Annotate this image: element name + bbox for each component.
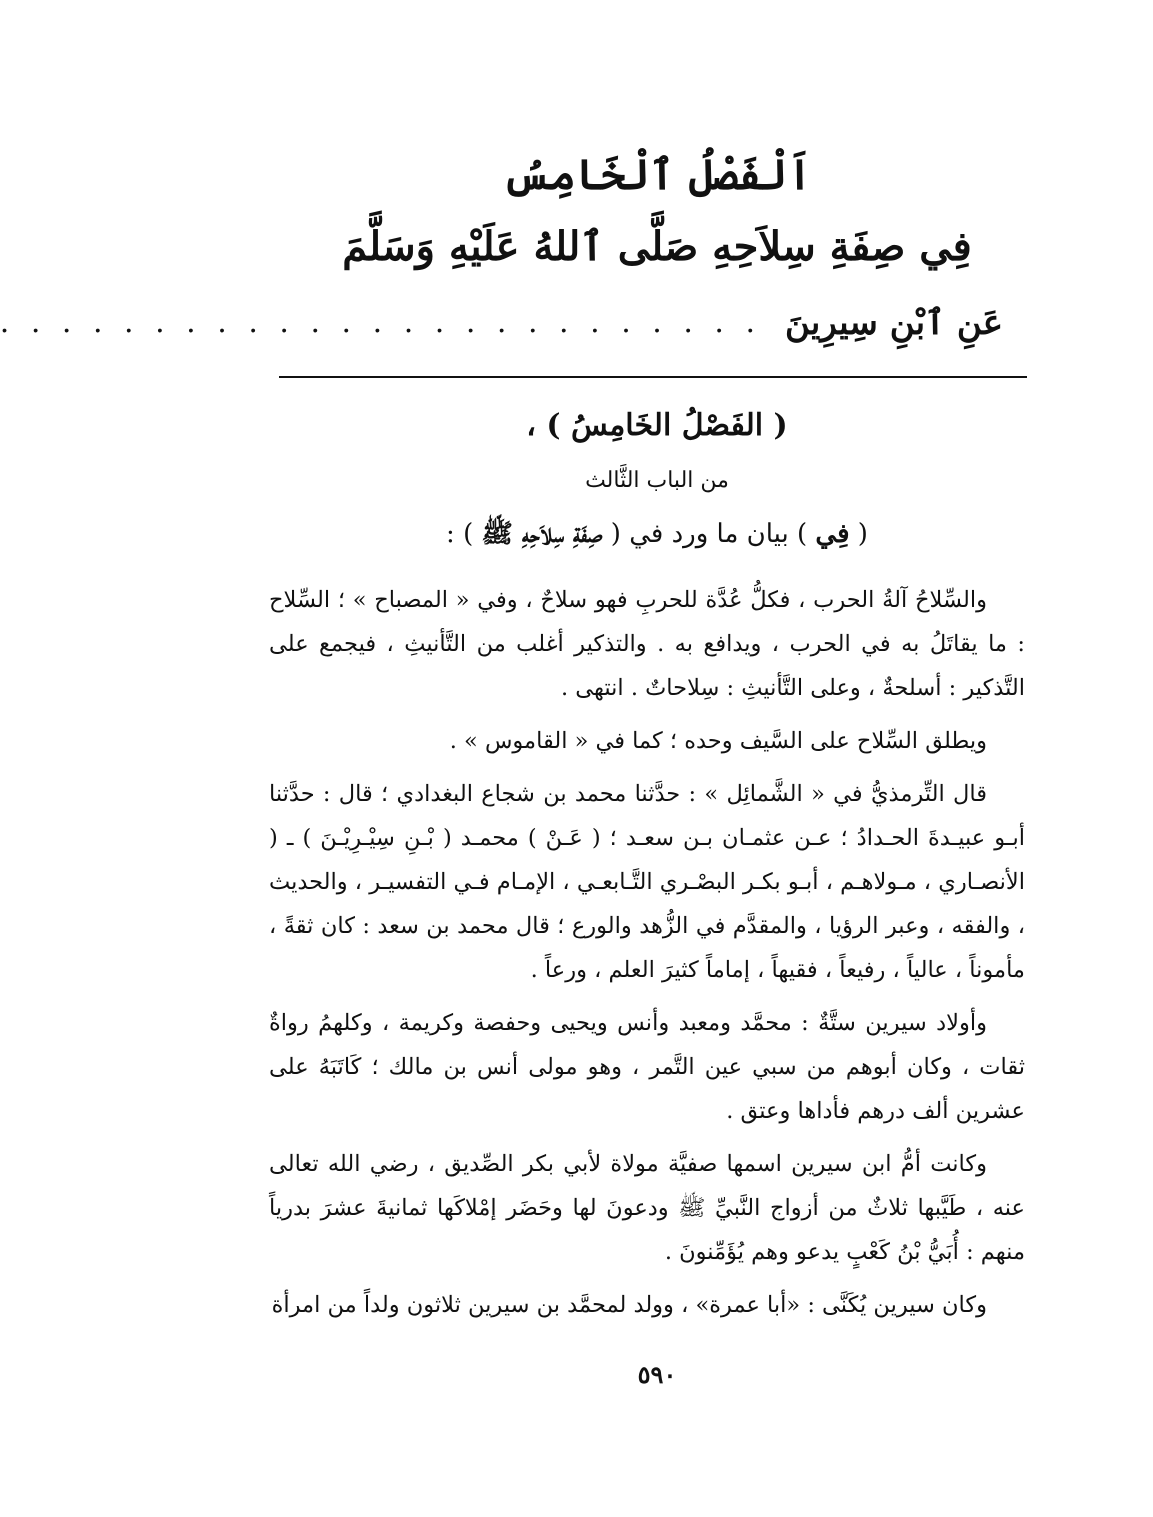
body-text [269,578,1025,1336]
paragraph: وأولاد سيرين ستَّةٌ : محمَّد ومعبد وأنس ويحيى وحفصة وكريمة ، وكلهمُ رواةٌ ثقات ، وكان أبوهم من سبي عين التَّمر ، وهو مولى أنس بن مالك ؛ كَاتَبَهُ على عشرين ألف درهم فأداها وعتق . [269,1010,1025,1124]
page-number: ٥٩٠ [637,1360,677,1389]
paragraph: قال التِّرمذيُّ في « الشَّمائِل » : حدَّثنا محمد بن شجاع البغدادي ؛ قال : حدَّثنا أبـو عبيـدةَ الحـدادُ ؛ عـن عثمـان بـن سعـد ؛ ( عَـنْ ) محمـد ( بْـنِ سِيْـرِيْـنَ ) ـ ( الأنصـاري ، مـولاهـم ، أبـو بكـر البصْـري التَّـابعـي ، الإمـام فـي التفسيـر ، والحديث ، والفقه ، وعبر الرؤيا ، والمقدَّم في الزُّهد والورع ؛ قال محمد بن سعد : كان ثقةً ، مأموناً ، عالياً ، رفيعاً ، فقيهاً ، إماماً كثيرَ العلم ، ورعاً . [268,781,1025,983]
bayan-prefix: ( [849,519,868,549]
matn-line [0,292,1003,352]
bayan-fi: فِي [815,519,850,549]
chapter-subtitle: فِي صِفَةِ سِلاَحِهِ صَلَّى ٱللهُ عَلَيْهِ وَسَلَّمَ [342,223,972,270]
chapter-title: اَلْفَصْلُ ٱلْخَامِسُ [502,150,812,199]
sharh-heading [161,396,1153,562]
paragraph: والسِّلاحُ آلةُ الحرب ، فكلُّ عُدَّة للحربِ فهو سلاحٌ ، وفي « المصباح » ؛ السِّلاح : ما يقاتَلُ به في الحرب ، ويدافع به . والتذكير أغلب من التَّأنيثِ ، فيجمع على التَّذكير : أسلحةٌ ، وعلى التَّأنيثِ : سِلاحاتٌ . انتهى . [269,587,1025,701]
sharh-bayan [161,506,1153,562]
divider-rule [279,376,1027,378]
paragraph: ويطلق السِّلاح على السَّيف وحده ؛ كما في « القاموس » . [449,728,987,754]
bayan-mid: ) بيان ما ورد في ( [602,519,816,549]
sharh-subtitle: من الباب الثَّالث [585,468,729,493]
bayan-sifa: صِفَةِ سِلاَحِهِ ﷺ [481,519,603,549]
matn-dots: . . . . . . . . . . . . . . . . . . . . . . . . . [0,304,762,340]
matn-text: عَنِ ٱبْنِ سِيرِينَ [785,302,1003,343]
paragraph: وكان سيرين يُكَنَّى : «أبا عمرة» ، وولد لمحمَّد بن سيرين ثلاثون ولداً من امرأة [271,1292,987,1318]
paragraph: وكانت أمُّ ابن سيرين اسمها صفيَّة مولاة لأبي بكر الصِّديق ، رضي الله تعالى عنه ، طَيَّبها ثلاثٌ من أزواج النَّبيِّ ﷺ ودعونَ لها وحَضَر إمْلاكَها ثمانيةَ عشرَ بدرياً منهم : أُبَيُّ بْنُ كَعْبٍ يدعو وهم يُؤَمِّنونَ . [269,1151,1025,1265]
bayan-suffix: ) : [446,519,482,549]
sharh-title: ( الفَصْلُ الخَامِسُ ) ، [526,408,788,443]
chapter-heading [161,140,1153,284]
